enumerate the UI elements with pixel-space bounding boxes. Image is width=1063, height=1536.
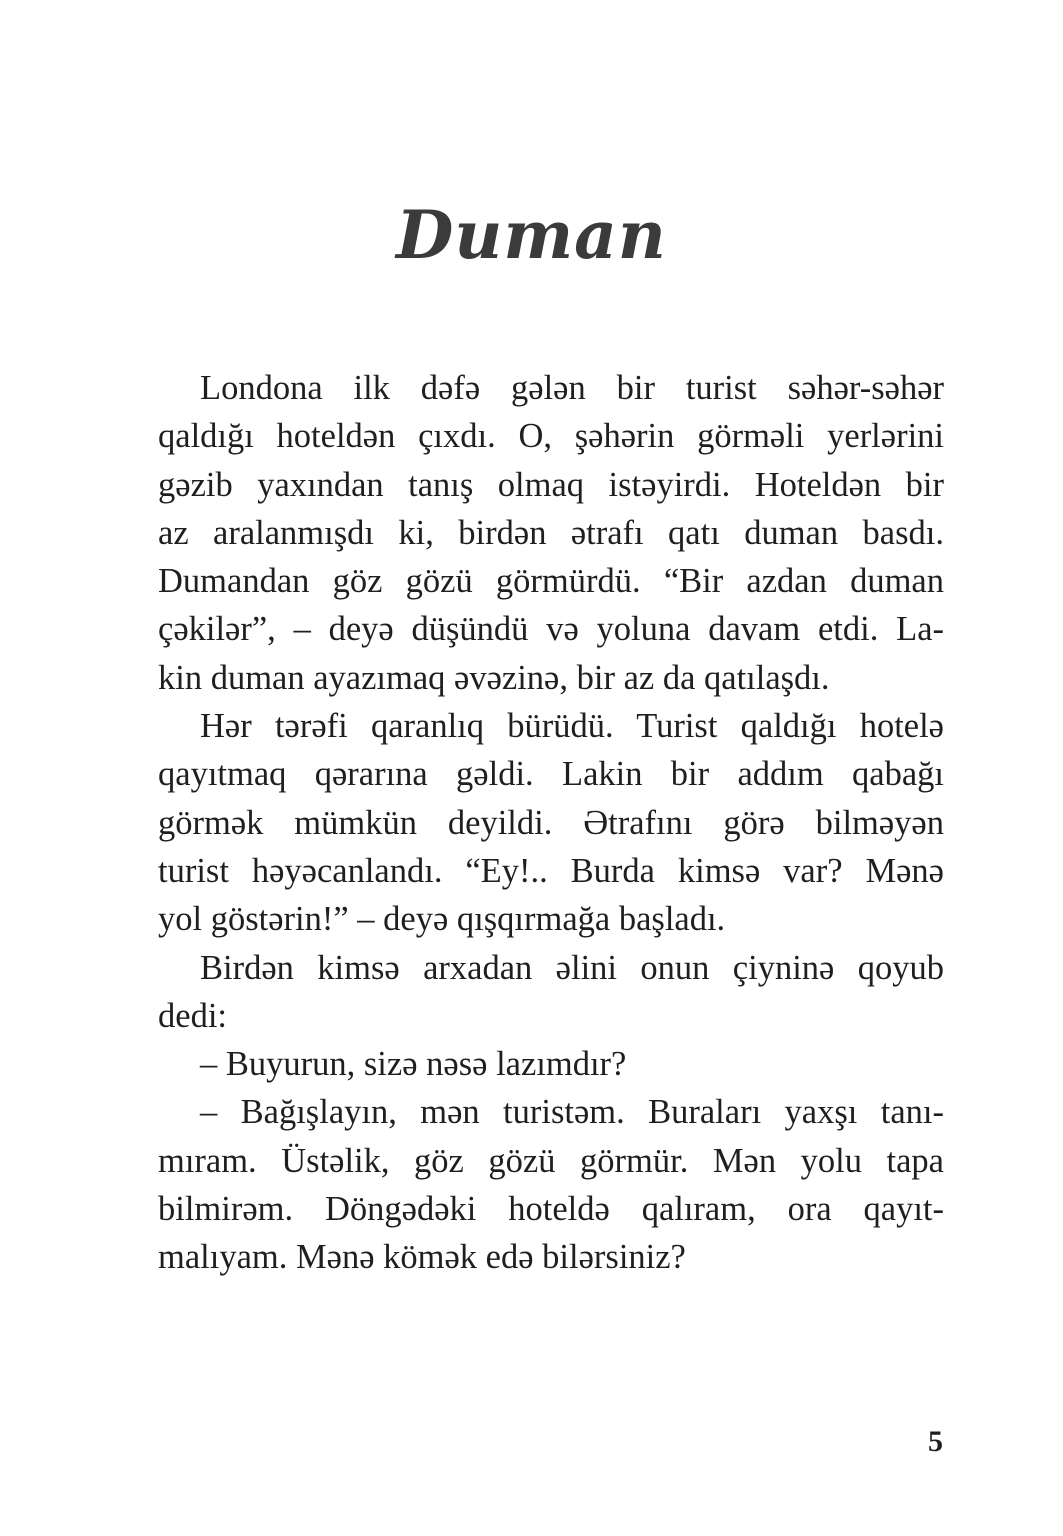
text-line: qaldığı hoteldən çıxdı. O, şəhərin görməli yerlərini [158,417,944,456]
text-line: mıram. Üstəlik, göz gözü görmür. Mən yolu tapa [158,1141,944,1180]
text-line: Dumandan göz gözü görmürdü. “Bir azdan duman [158,562,944,601]
text-line: yol göstərin!” – deyə qışqırmağa başladı. [158,900,726,939]
text-line: turist həyəcanlandı. “Ey!.. Burda kimsə var? Mənə [158,851,944,890]
page-number: 5 [928,1425,943,1458]
text-line: gəzib yaxından tanış olmaq istəyirdi. Hoteldən bir [158,465,944,504]
chapter-title: Duman [396,196,667,274]
text-line: Birdən kimsə arxadan əlini onun çiyninə qoyub [200,948,944,987]
text-line: kin duman ayazımaq əvəzinə, bir az da qatılaşdı. [158,658,830,697]
text-line: bilmirəm. Döngədəki hoteldə qalıram, ora qayıt- [158,1190,944,1229]
text-line: dedi: [158,996,227,1035]
text-line: Hər tərəfi qaranlıq bürüdü. Turist qaldığı hotelə [200,707,944,746]
text-line: görmək mümkün deyildi. Ətrafını görə bilməyən [158,803,944,842]
text-line: az aralanmışdı ki, birdən ətrafı qatı duman basdı. [158,513,944,552]
text-line: – Bağışlayın, mən turistəm. Buraları yaxşı tanı- [200,1093,944,1132]
text-line: çəkilər”, – deyə düşündü və yoluna davam etdi. La- [158,610,944,649]
text-line: – Buyurun, sizə nəsə lazımdır? [200,1045,627,1084]
text-line: qayıtmaq qərarına gəldi. Lakin bir addım qabağı [158,755,944,794]
text-line: malıyam. Mənə kömək edə bilərsiniz? [158,1238,686,1277]
body-text [158,364,944,1282]
text-line: Londona ilk dəfə gələn bir turist səhər-səhər [200,369,944,407]
